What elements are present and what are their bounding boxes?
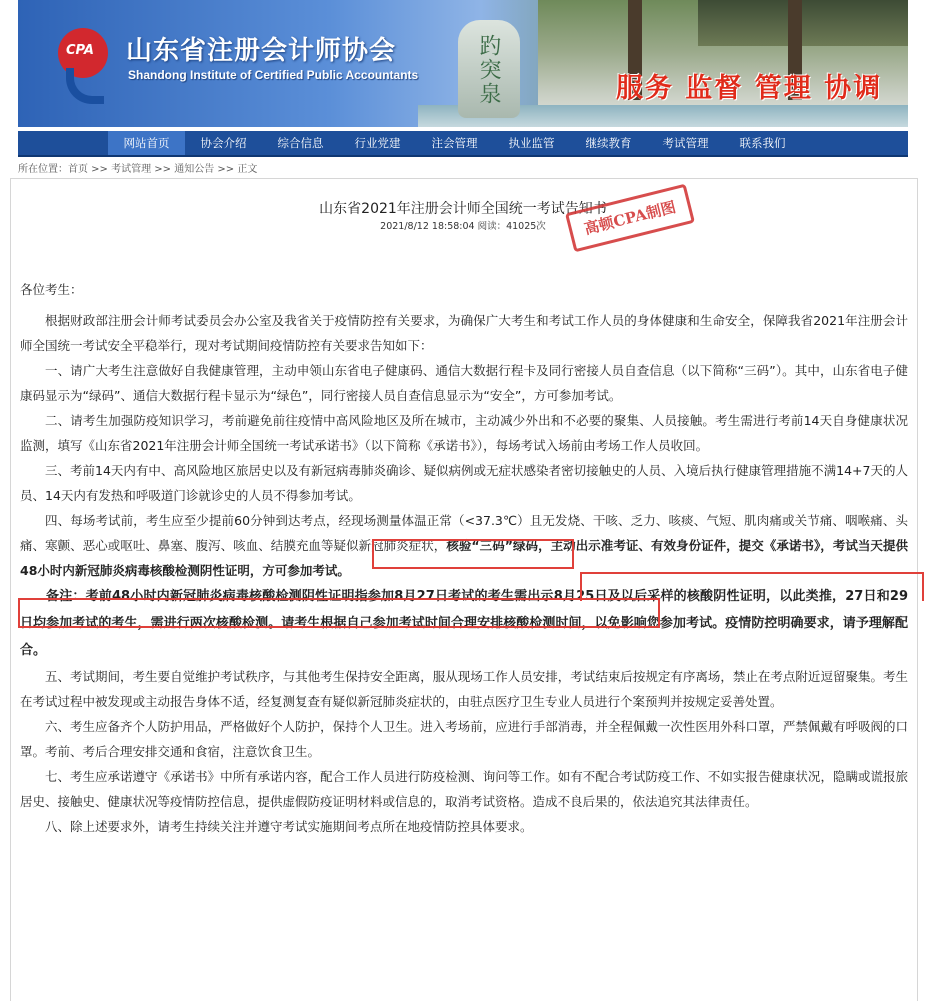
breadcrumb-separator: >> [214,164,238,175]
greeting: 各位考生： [20,282,83,297]
paragraph-2: 二、请考生加强防疫知识学习，考前避免前往疫情中高风险地区及所在城市，主动减少外出和不必要的聚集、人员接触。考生需进行考前14天自身健康状况监测，填写《山东省2021年注册会计师全国统一考试承诺书》（以下简称《承诺书》），每场考试入场前由考场工作人员收回。 [20,413,908,453]
nav-item-supervision[interactable]: 执业监管 [508,136,555,150]
breadcrumb-item-home[interactable]: 首页 [68,164,88,175]
nav-item-continuing-education[interactable]: 继续教育 [585,136,632,150]
breadcrumb [18,160,257,175]
article-meta: 2021/8/12 18:58:04 阅读：41025次 [380,221,546,232]
banner-photo-roof [698,0,908,46]
article-title: 山东省2021年注册会计师全国统一考试告知书 [319,201,607,217]
nav-item-about[interactable]: 协会介绍 [200,136,247,150]
paragraph-5: 五、考试期间，考生要自觉维护考试秩序，与其他考生保持安全距离，服从现场工作人员安排，考试结束后按规定有序离场，禁止在考点附近逗留聚集。考生在考试过程中被发现或主动报告身体不适，经复测复查有疑似新冠肺炎症状的，由驻点医疗卫生专业人员进行个案预判并按规定妥善处置。 [20,669,908,709]
paragraph-4-normal: 四、每场考试前，考生应至少提前60分钟到达考点，经现场测量体温正常（<37.3℃）且无发烧、干咳、乏力、咳痰、气短、肌肉痛或关节痛、咽喉痛、头痛、寒颤、恶心或呕吐、鼻塞、腹泻、咳血、结膜充血等疑似新冠肺炎症状， [20,513,908,553]
watermark-stamp: 高顿CPA制图 [565,184,695,253]
logo-text: CPA [66,43,94,58]
paragraph-7: 七、考生应承诺遵守《承诺书》中所有承诺内容，配合工作人员进行防疫检测、询问等工作。如有不配合考试防疫工作、不如实报告健康状况，隐瞒或谎报旅居史、接触史、健康状况等疫情防控信息，提供虚假防疫证明材料或信息的，取消考试资格。造成不良后果的，依法追究其法律责任。 [20,769,908,809]
highlight-box-temperature [372,539,574,569]
nav-item-cpa-management[interactable]: 注会管理 [431,136,478,150]
paragraph-note: 备注：考前48小时内新冠肺炎病毒核酸检测阴性证明指参加8月27日考试的考生需出示8月25日及以后采样的核酸阴性证明，以此类推，27日和29日均参加考试的考生，需进行两次核酸检测。请考生根据自己参加考试时间合理安排核酸检测时间，以免影响您参加考试。疫情防控明确要求，请予理解配合。 [20,589,908,658]
site-banner [18,0,908,127]
nav-item-home[interactable]: 网站首页 [108,131,185,155]
main-nav [18,131,908,157]
nav-item-exam-management[interactable]: 考试管理 [662,136,709,150]
paragraph-3: 三、考前14天内有中、高风险地区旅居史以及有新冠病毒肺炎确诊、疑似病例或无症状感染者密切接触史的人员、入境后执行健康管理措施不满14+7天的人员、14天内有发热和呼吸道门诊就诊史的人员不得参加考试。 [20,463,908,503]
paragraph-intro: 根据财政部注册会计师考试委员会办公室及我省关于疫情防控有关要求，为确保广大考生和考试工作人员的身体健康和生命安全，保障我省2021年注册会计师全国统一考试安全平稳举行，现对考试期间疫情防控有关要求告知如下： [20,313,908,353]
nav-item-general-info[interactable]: 综合信息 [277,136,324,150]
breadcrumb-prefix: 所在位置： [18,164,68,175]
nav-item-party-building[interactable]: 行业党建 [354,136,401,150]
site-title: 山东省注册会计师协会 [126,36,397,66]
breadcrumb-item-current: 正文 [237,164,258,175]
nav-item-contact[interactable]: 联系我们 [739,136,786,150]
breadcrumb-item-exam-management[interactable]: 考试管理 [111,164,152,175]
breadcrumb-item-notices[interactable]: 通知公告 [174,164,215,175]
logo-swoosh [66,68,104,104]
site-subtitle: Shandong Institute of Certified Public Accountants [128,68,419,82]
paragraph-8: 八、除上述要求外，请考生持续关注并遵守考试实施期间考点所在地疫情防控具体要求。 [45,819,533,834]
paragraph-1: 一、请广大考生注意做好自我健康管理，主动申领山东省电子健康码、通信大数据行程卡及同行密接人员自查信息（以下简称“三码”）。其中，山东省电子健康码显示为“绿码”、通信大数据行程卡显示为“绿色”，同行密接人员自查信息显示为“安全”，方可参加考试。 [20,363,908,403]
highlight-box-documents [18,598,660,628]
banner-slogan: 服务 监督 管理 协调 [616,73,883,104]
paragraph-6: 六、考生应备齐个人防护用品，严格做好个人防护，保持个人卫生。进入考场前，应进行手部消毒，并全程佩戴一次性医用外科口罩，严禁佩戴有呼吸阀的口罩。考前、考后合理安排交通和食宿，注意饮食卫生。 [20,719,908,759]
breadcrumb-separator: >> [151,164,175,175]
cpa-logo[interactable] [58,28,116,96]
stone-tablet-text: 趵突泉 [476,34,501,106]
breadcrumb-separator: >> [88,164,112,175]
highlight-box-three-codes [580,572,924,601]
paragraph-4-bold: 核验“三码”绿码，主动出示准考证、有效身份证件，提交《承诺书》，考试当天提供48小时内新冠肺炎病毒核酸检测阴性证明，方可参加考试。 [20,538,908,578]
